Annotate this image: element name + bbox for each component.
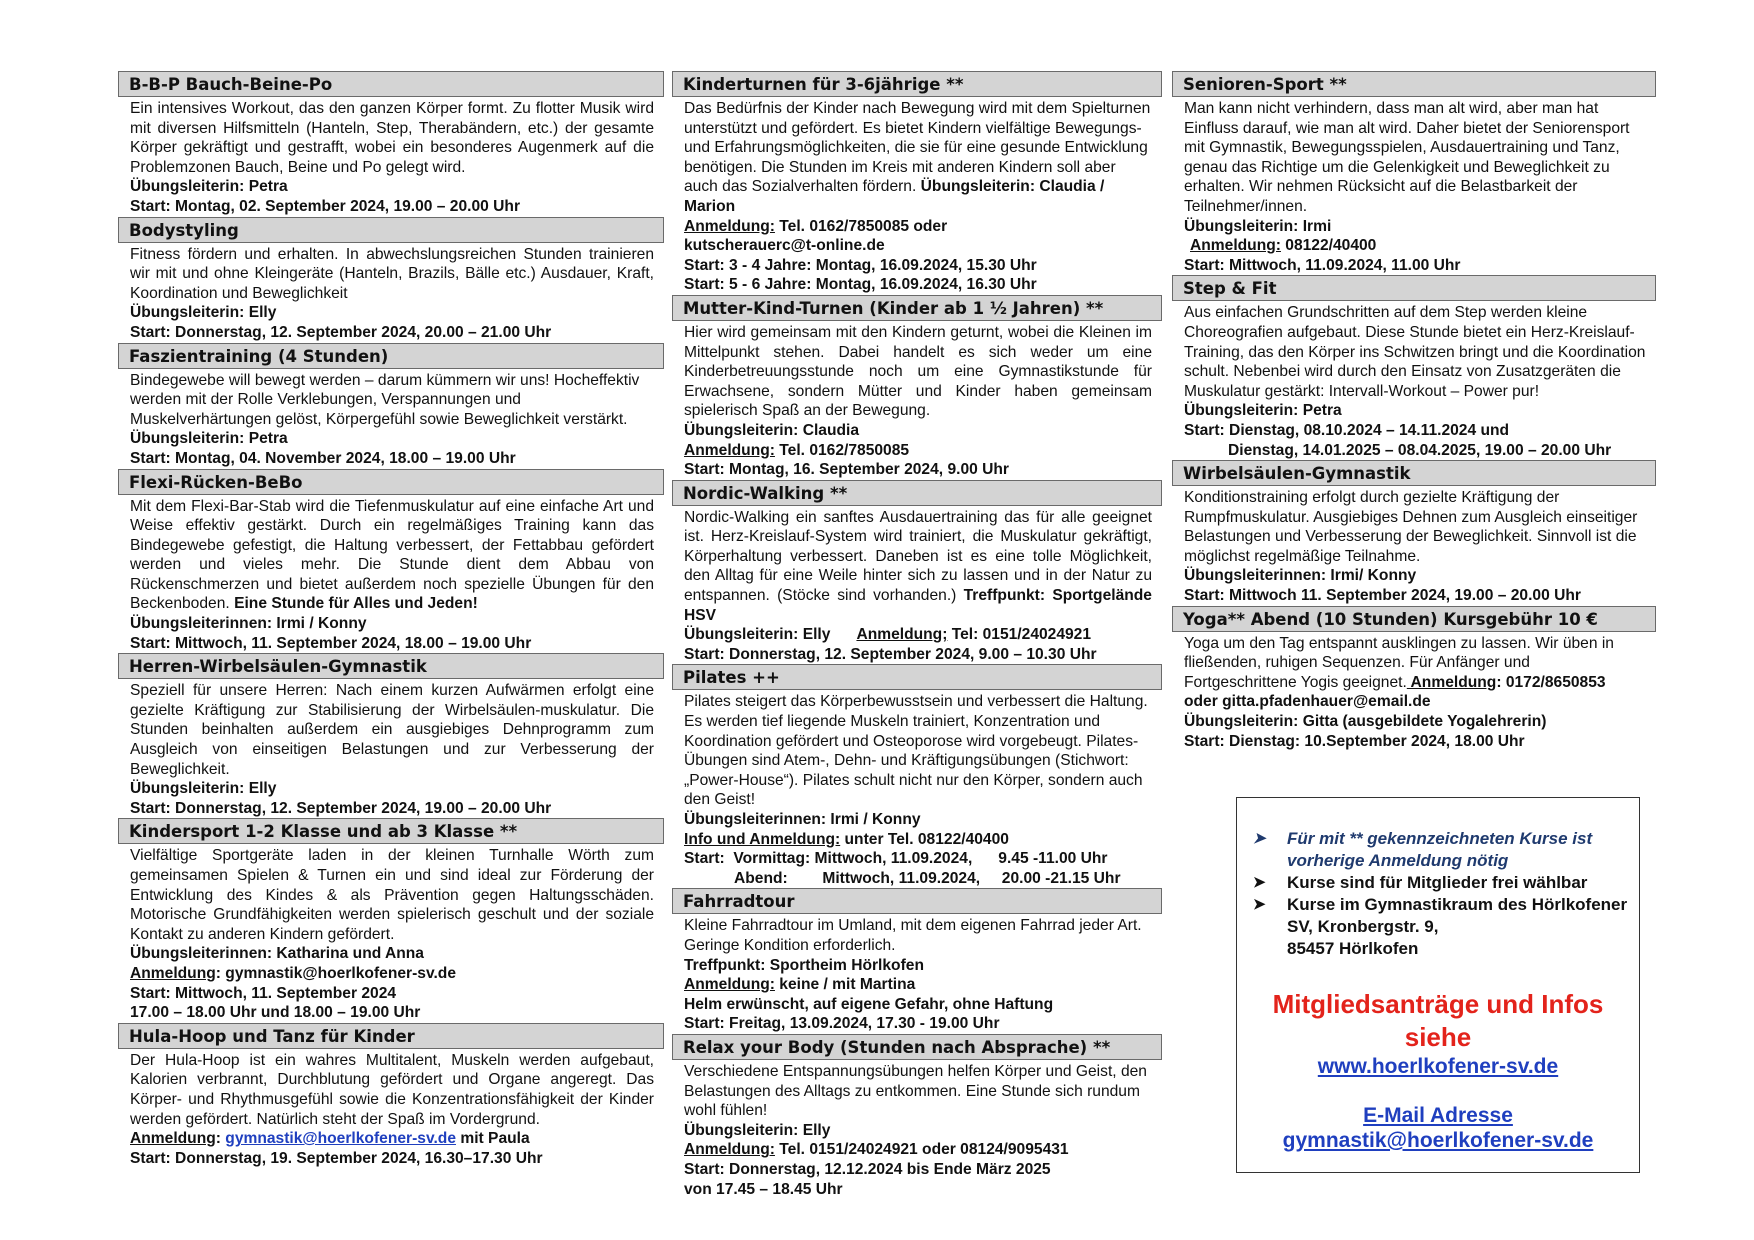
course-start: Start: Montag, 04. November 2024, 18.00 – 19.00 Uhr: [130, 449, 516, 467]
course-registration: Anmeldung: Tel. 0151/24024921 oder 08124/9095431: [684, 1141, 1069, 1159]
course-leader: Übungsleiterin: Petra: [130, 430, 288, 448]
course-description: Speziell für unsere Herren: Nach einem kurzen Aufwärmen erfolgt eine gezielte Kräftigung zur Stabilisierung der Wirbelsäulen-muskulatur. Die Stunden beinhalten außerdem ein ausgiebiges Dehnprogramm zum Ausgleich von einseitigen Belastungen und zur Verbesserung der Beweglichkeit.: [130, 682, 654, 778]
course-title: Mutter-Kind-Turnen (Kinder ab 1 ½ Jahren) **: [672, 295, 1162, 321]
course-leader: Übungsleiterinnen: Katharina und Anna: [130, 945, 424, 963]
course-flexi: [118, 469, 664, 654]
course-start: Start: Mittwoch, 11. September 2024, 18.00 – 19.00 Uhr: [130, 634, 532, 652]
course-description: Nordic-Walking ein sanftes Ausdauertraining das für alle geeignet ist. Herz-Kreislauf-System wird trainiert, die Muskulatur gekräftigt, Körperhaltung verbessert. Daneben ist es eine tolle Möglichkeit, den Alltag für eine Weile hinter sich zu lassen und in der Natur zu entspannen. (Stöcke sind vorhanden.) Treffpunkt: Sportgelände HSV: [684, 508, 1152, 624]
course-yoga: [1172, 606, 1656, 752]
course-start: Start: Donnerstag, 12. September 2024, 19.00 – 20.00 Uhr: [130, 799, 552, 817]
course-registration: Anmeldung: keine / mit Martina: [684, 976, 916, 994]
registration-email-link[interactable]: gymnastik@hoerlkofener-sv.de: [225, 1130, 456, 1148]
course-description: Kleine Fahrradtour im Umland, mit dem eigenen Fahrrad jeder Art. Geringe Kondition erforderlich.: [684, 917, 1142, 954]
course-start: Start: Donnerstag, 12.12.2024 bis Ende März 2025: [684, 1160, 1051, 1178]
registration-email: oder gitta.pfadenhauer@email.de: [1184, 693, 1431, 711]
registration-label: Anmeldung:: [684, 1141, 775, 1159]
arrow-right-icon: ➤: [1253, 874, 1266, 891]
course-title: Flexi-Rücken-BeBo: [118, 469, 664, 495]
course-start: Start: Mittwoch, 11. September 2024: [130, 984, 397, 1002]
course-senioren: [1172, 71, 1656, 275]
course-description: Mit dem Flexi-Bar-Stab wird die Tiefenmuskulatur auf eine einfache Art und Weise effektiv gestärkt. Durch ein regelmäßiges Training kann das Bindegewebe gefestigt, die Haltung verbessert, der Fettabbau gefördert werden und vieles mehr. Die Stunde dient dem Abbau von Rückenschmerzen und bietet außerdem noch spezielle Übungen für den Beckenboden. Eine Stunde für Alles und Jeden!: [130, 497, 654, 613]
course-nordic: [672, 480, 1162, 665]
course-start: Start: Freitag, 13.09.2024, 17.30 - 19.00 Uhr: [684, 1015, 1000, 1033]
arrow-right-icon: ➤: [1253, 830, 1266, 847]
course-start: Start: Donnerstag, 19. September 2024, 16.30–17.30 Uhr: [130, 1149, 543, 1167]
course-title: Kindersport 1-2 Klasse und ab 3 Klasse **: [118, 818, 664, 844]
registration-label: Anmeldung: [130, 964, 216, 982]
course-title: B-B-P Bauch-Beine-Po: [118, 71, 664, 97]
course-start: Start: 5 - 6 Jahre: Montag, 16.09.2024, 16.30 Uhr: [684, 276, 1037, 294]
course-description: Bindegewebe will bewegt werden – darum kümmern wir uns! Hocheffektiv werden mit der Rolle Verklebungen, Verspannungen und Muskelverhärtungen gelöst, Körpergefühl sowie Beweglichkeit verstärkt.: [130, 371, 640, 428]
course-description: Yoga um den Tag entspannt ausklingen zu lassen. Wir üben in fließenden, ruhigen Sequenzen. Für Anfänger und Fortgeschrittene Yogis geeignet. Anmeldung: 0172/8650853: [1184, 634, 1614, 691]
address-line: 85457 Hörlkofen: [1287, 939, 1419, 958]
course-title: Hula-Hoop und Tanz für Kinder: [118, 1023, 664, 1049]
course-kindersport: [118, 818, 664, 1022]
course-title: Yoga** Abend (10 Stunden) Kursgebühr 10 €: [1172, 606, 1656, 632]
course-title: Relax your Body (Stunden nach Absprache) **: [672, 1034, 1162, 1060]
registration-label: Anmeldung:: [684, 976, 775, 994]
course-title: Kinderturnen für 3-6jährige **: [672, 71, 1162, 97]
course-start: Start: Vormittag: Mittwoch, 11.09.2024, 9.45 -11.00 Uhr: [684, 850, 1108, 868]
course-leader: Übungsleiterin: Elly: [130, 304, 277, 322]
registration-label: Anmeldung:: [684, 217, 775, 235]
course-description: Pilates steigert das Körperbewusstsein und verbessert die Haltung. Es werden tief liegende Muskeln trainiert, Konzentration und Koordination gefördert und Osteoporose wird vorgebeugt. Pilates-Übungen sind Atem-, Dehn- und Kräftigungsübungen (Stichwort: „Power-House“). Pilates schult nicht nur den Körper, sondern auch den Geist!: [684, 693, 1148, 809]
course-start: Start: Mittwoch, 11.09.2024, 11.00 Uhr: [1184, 256, 1461, 274]
course-title: Step & Fit: [1172, 275, 1656, 301]
registration-label: Anmeldung;: [856, 626, 948, 644]
course-hulahoop: [118, 1023, 664, 1169]
course-bbp: [118, 71, 664, 217]
email-label: E-Mail Adresse: [1363, 1104, 1513, 1127]
course-step-fit: [1172, 275, 1656, 460]
course-faszien: [118, 343, 664, 469]
course-leader: Übungsleiterin: Elly: [130, 780, 277, 798]
course-registration: Anmeldung: 08122/40400: [1190, 237, 1377, 255]
course-title: Herren-Wirbelsäulen-Gymnastik: [118, 653, 664, 679]
course-description: Konditionstraining erfolgt durch gezielte Kräftigung der Rumpfmuskulatur. Ausgiebiges Dehnen zum Ausgleich einseitiger Belastungen und Verbesserung der Beweglichkeit. Sinnvoll ist die möglichst regelmäßige Teilnahme.: [1184, 489, 1638, 565]
course-start: Start: 3 - 4 Jahre: Montag, 16.09.2024, 15.30 Uhr: [684, 256, 1037, 274]
course-leader: Übungsleiterin: Claudia: [684, 421, 860, 439]
course-title: Senioren-Sport **: [1172, 71, 1656, 97]
course-description: Man kann nicht verhindern, dass man alt wird, aber man hat Einfluss darauf, wie man alt wird. Daher bietet der Seniorensport mit Gymnastik, Bewegungsspielen, Ausdauertraining und Tanz, genau das Richtige um die Gelenkigkeit und Beweglichkeit zu erhalten. Wir nehmen Rücksicht auf die Belastbarkeit der Teilnehmer/innen.: [1184, 100, 1630, 215]
column-middle: [672, 71, 1162, 1199]
registration-contact: mit Paula: [456, 1130, 530, 1148]
note-item: ➤ Für mit ** gekennzeichneten Kurse ist vorherige Anmeldung nötig: [1253, 829, 1593, 870]
course-description: Aus einfachen Grundschritten auf dem Step werden kleine Choreografien aufgebaut. Diese Stunde bietet ein Herz-Kreislauf-Training, das den Körper ins Schwitzen bringt und die Koordination schult. Nebenbei wird durch den Einsatz von Zusatzgeräten die Muskulatur gestärkt: Intervall-Workout – Power pur!: [1184, 304, 1646, 400]
column-left: [118, 71, 664, 1168]
registration-email: kutscherauerc@t-online.de: [684, 237, 885, 255]
course-times: von 17.45 – 18.45 Uhr: [684, 1180, 843, 1198]
course-registration: Anmeldung: gymnastik@hoerlkofener-sv.de mit Paula: [130, 1130, 530, 1148]
course-start: Start: Dienstag, 08.10.2024 – 14.11.2024 und: [1184, 421, 1510, 439]
course-description: Vielfältige Sportgeräte laden in der kleinen Turnhalle Wörth zum gemeinsamen Spielen & Turnen ein und sind ideal zur Förderung der Entwicklung des Kindes & als Prävention gegen Haltungsschäden. Motorische Grundfähigkeiten werden spielerisch geschult und der soziale Kontakt zu anderen Kindern gefördert.: [130, 847, 654, 943]
registration-label: Anmeldung:: [1190, 237, 1281, 255]
course-leader: Übungsleiterin: Claudia / Marion: [684, 178, 1105, 215]
course-herren: [118, 653, 664, 818]
course-start: Start: Mittwoch 11. September 2024, 19.00 – 20.00 Uhr: [1184, 587, 1581, 605]
course-fahrradtour: [672, 888, 1162, 1034]
course-description: Verschiedene Entspannungsübungen helfen Körper und Geist, den Belastungen des Alltags zu entkommen. Eine Stunde sich rundum wohl fühlen!: [684, 1062, 1147, 1120]
course-title: Pilates ++: [672, 664, 1162, 690]
course-title: Bodystyling: [118, 217, 664, 243]
course-leader-registration: Übungsleiterin: Elly Anmeldung; Tel: 0151/24024921: [684, 626, 1092, 644]
course-meeting-point: Treffpunkt: Sportheim Hörlkofen: [684, 956, 924, 974]
registration-label: Anmeldung: [1406, 673, 1497, 691]
course-start: Start: Montag, 02. September 2024, 19.00 – 20.00 Uhr: [130, 197, 521, 215]
course-meeting-point: Treffpunkt: Sportgelände HSV: [684, 587, 1152, 624]
course-leader: Übungsleiterinnen: Irmi / Konny: [684, 811, 921, 828]
course-leader: Übungsleiterin: Petra: [130, 178, 288, 196]
registration-email: : gymnastik@hoerlkofener-sv.de: [215, 964, 456, 982]
course-start: Dienstag, 14.01.2025 – 08.04.2025, 19.00 – 20.00 Uhr: [1228, 441, 1612, 459]
course-start: Start: Dienstag: 10.September 2024, 18.00 Uhr: [1184, 732, 1525, 750]
course-kinderturnen: [672, 71, 1162, 295]
course-times: 17.00 – 18.00 Uhr und 18.00 – 19.00 Uhr: [130, 1004, 421, 1022]
course-leader: Übungsleiterin: Irmi: [1184, 217, 1332, 235]
course-registration: Info und Anmeldung: unter Tel. 08122/40400: [684, 830, 1009, 848]
course-title: Faszientraining (4 Stunden): [118, 343, 664, 369]
course-bodystyling: [118, 217, 664, 343]
column-right: [1172, 71, 1656, 751]
course-start: Start: Donnerstag, 12. September 2024, 20.00 – 21.00 Uhr: [130, 323, 552, 341]
course-description: Das Bedürfnis der Kinder nach Bewegung wird mit dem Spielturnen unterstützt und gefördert. Es bietet Kindern vielfältige Bewegungs- und Erfahrungsmöglichkeiten, die sie für eine gesunde Entwicklung benötigen. Die Stunden im Kreis mit anderen Kindern soll aber auch das Sozialverhalten fördern. Übungsleiterin: Claudia / Marion: [684, 100, 1151, 215]
course-registration: Anmeldung: Tel. 0162/7850085 oder: [684, 217, 948, 235]
course-tagline: Eine Stunde für Alles und Jeden!: [234, 595, 478, 613]
membership-headline: Mitgliedsanträge und Infos siehe: [1272, 989, 1604, 1052]
course-start: Start: Montag, 16. September 2024, 9.00 Uhr: [684, 461, 1009, 479]
course-pilates: [672, 664, 1162, 888]
registration-label: Anmeldung:: [684, 441, 775, 459]
course-registration: [130, 964, 654, 984]
website-link[interactable]: www.hoerlkofener-sv.de: [1317, 1055, 1559, 1078]
arrow-right-icon: ➤: [1253, 896, 1266, 913]
course-mutter-kind: [672, 295, 1162, 480]
course-description: Der Hula-Hoop ist ein wahres Multitalent, Muskeln werden aufgebaut, Kalorien verbrannt, Durchblutung gefördert und Organe angeregt. Das Körper- und Rhythmusgefühl sowie die Konzentrationsfähigkeit der Kinder werden gefördert. Natürlich steht der Spaß im Vordergrund.: [130, 1051, 654, 1128]
course-description: Fitness fördern und erhalten. In abwechslungsreichen Stunden trainieren wir mit und ohne Kleingeräte (Hanteln, Brazils, Bälle etc.) Ausdauer, Kraft, Koordination und Beweglichkeit: [130, 245, 654, 302]
course-description: Ein intensives Workout, das den ganzen Körper formt. Zu flotter Musik wird mit diversen Hilfsmitteln (Hanteln, Step, Therabändern, etc.) der gesamte Körper gekräftigt und gestrafft, wobei ein besonderes Augenmerk auf die Problemzonen Bauch, Beine und Po gelegt wird.: [130, 100, 654, 176]
notes-list: [1253, 828, 1639, 938]
course-relax: [672, 1034, 1162, 1199]
course-leader: Übungsleiterin: Gitta (ausgebildete Yogalehrerin): [1184, 713, 1547, 731]
note-item: ➤ Kurse im Gymnastikraum des Hörlkofener SV, Kronbergstr. 9,: [1253, 895, 1628, 936]
course-leader: Übungsleiterin: Elly: [684, 1121, 831, 1139]
course-leader: Übungsleiterin: Petra: [1184, 402, 1342, 420]
info-box: [1236, 797, 1640, 1173]
course-title: Nordic-Walking **: [672, 480, 1162, 506]
course-start: Abend: Mittwoch, 11.09.2024, 20.00 -21.15 Uhr: [734, 869, 1121, 887]
registration-label: Anmeldung: [130, 1130, 216, 1148]
course-description: Hier wird gemeinsam mit den Kindern geturnt, wobei die Kleinen im Mittelpunkt stehen. Dabei handelt es sich weder um eine Kinderbetreuungsstunde noch um eine Gymnastikstunde für Erwachsene, sondern Mütter und Kinder haben gemeinsam spielerisch Spaß an der Bewegung.: [684, 323, 1152, 420]
course-title: Wirbelsäulen-Gymnastik: [1172, 460, 1656, 486]
note-item: ➤ Kurse sind für Mitglieder frei wählbar: [1253, 873, 1588, 892]
course-note: Helm erwünscht, auf eigene Gefahr, ohne Haftung: [684, 995, 1054, 1013]
course-leader: Übungsleiterinnen: Irmi/ Konny: [1184, 567, 1417, 585]
course-leader: Übungsleiterinnen: Irmi / Konny: [130, 615, 367, 633]
email-link[interactable]: gymnastik@hoerlkofener-sv.de: [1282, 1129, 1594, 1152]
registration-label: Info und Anmeldung:: [684, 830, 841, 848]
course-registration: Anmeldung: Tel. 0162/7850085: [684, 441, 910, 459]
course-title: Fahrradtour: [672, 888, 1162, 914]
course-start: Start: Donnerstag, 12. September 2024, 9.00 – 10.30 Uhr: [684, 645, 1097, 663]
course-wirbelsaeule: [1172, 460, 1656, 606]
